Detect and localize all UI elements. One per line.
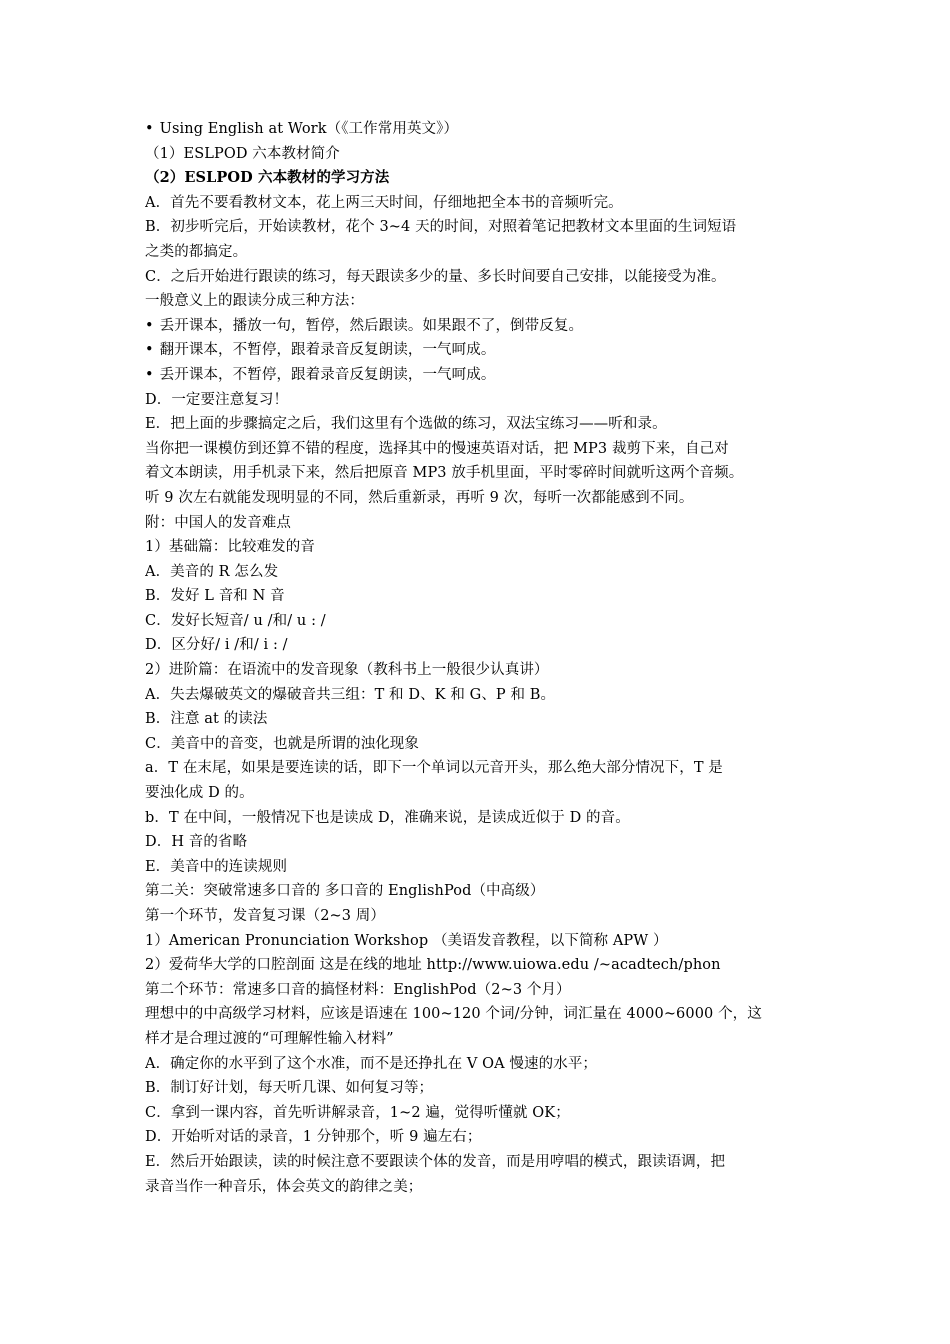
text-line	[145, 904, 810, 929]
line-text: 第一个环节，发音复习课（2~3 周）	[145, 908, 386, 924]
text-line	[145, 806, 810, 831]
text-line	[145, 658, 810, 683]
line-text: 一般意义上的跟读分成三种方法：	[145, 293, 364, 310]
text-line	[145, 437, 810, 462]
text-line	[145, 683, 810, 708]
text-line	[145, 240, 810, 265]
text-line	[145, 265, 810, 290]
bullet-line	[145, 338, 810, 363]
line-text: 之类的都搞定。	[145, 243, 248, 260]
text-line	[145, 609, 810, 634]
line-text: B．发好 L 音和 N 音	[145, 588, 285, 605]
text-line	[145, 1125, 810, 1150]
line-text: 录音当作一种音乐，体会英文的韵律之美；	[145, 1178, 423, 1195]
text-line	[145, 166, 810, 191]
text-line	[145, 855, 810, 880]
text-line	[145, 412, 810, 437]
line-text: A．首先不要看教材文本，花上两三天时间，仔细地把全本书的音频听完。	[145, 194, 623, 211]
document-body	[145, 117, 810, 1199]
text-line	[145, 388, 810, 413]
text-line	[145, 1027, 810, 1052]
line-text: B．注意 at 的读法	[145, 711, 268, 728]
text-line	[145, 707, 810, 732]
line-text: E．把上面的步骤搞定之后，我们这里有个选做的练习，双法宝练习——听和录。	[145, 416, 667, 433]
line-text: D．H 音的省略	[145, 834, 248, 851]
text-line	[145, 978, 810, 1003]
text-line	[145, 1002, 810, 1027]
line-text: b．T 在中间，一般情况下也是读成 D，准确来说，是读成近似于 D 的音。	[145, 809, 630, 826]
text-line	[145, 511, 810, 536]
text-line	[145, 215, 810, 240]
line-text: 丢开课本，播放一句，暂停，然后跟读。如果跟不了，倒带反复。	[159, 317, 584, 334]
line-text: （1）ESLPOD 六本教材简介	[145, 145, 340, 162]
line-text: D．一定要注意复习！	[145, 391, 289, 408]
line-text: 翻开课本，不暂停，跟着录音反复朗读，一气呵成。	[159, 342, 496, 359]
line-text: B．制订好计划，每天听几课、如何复习等；	[145, 1080, 434, 1097]
text-line	[145, 633, 810, 658]
text-line	[145, 1076, 810, 1101]
text-line	[145, 1150, 810, 1175]
line-text: C．拿到一课内容，首先听讲解录音，1~2 遍，觉得听懂就 OK；	[145, 1104, 570, 1121]
text-line	[145, 830, 810, 855]
line-text: A．失去爆破英文的爆破音共三组：T 和 D、K 和 G、P 和 B。	[145, 686, 556, 703]
line-text: 2）爱荷华大学的口腔剖面 这是在线的地址 http://www.uiowa.edu /~acadtech/phon	[145, 957, 721, 974]
line-text: 着文本朗读，用手机录下来，然后把原音 MP3 放手机里面，平时零碎时间就听这两个音频。	[145, 465, 744, 482]
text-line	[145, 1052, 810, 1077]
text-line	[145, 781, 810, 806]
line-text: E．美音中的连读规则	[145, 858, 288, 875]
text-line	[145, 142, 810, 167]
line-text: 2）进阶篇：在语流中的发音现象（教科书上一般很少认真讲）	[145, 662, 549, 679]
text-line	[145, 1175, 810, 1200]
line-text: 1）American Pronunciation Workshop （美语发音教程，以下简称 APW ）	[145, 932, 668, 949]
bullet-icon: •	[145, 342, 154, 359]
line-text: E．然后开始跟读，读的时候注意不要跟读个体的发音，而是用哼唱的模式，跟读语调，把	[145, 1153, 726, 1170]
line-text: Using English at Work（《工作常用英文》）	[159, 121, 459, 137]
line-text: C．美音中的音变，也就是所谓的浊化现象	[145, 735, 419, 752]
text-line	[145, 535, 810, 560]
line-text: D．区分好/ i /和/ i : /	[145, 637, 288, 654]
text-line	[145, 486, 810, 511]
line-text: A．确定你的水平到了这个水准，而不是还挣扎在 V OA 慢速的水平；	[145, 1055, 598, 1072]
text-line	[145, 289, 810, 314]
text-line	[145, 191, 810, 216]
line-text: 1）基础篇：比较难发的音	[145, 539, 315, 556]
bullet-line	[145, 117, 810, 142]
line-text: C．发好长短音/ u /和/ u : /	[145, 612, 326, 629]
line-text: 听 9 次左右就能发现明显的不同，然后重新录，再听 9 次，每听一次都能感到不同。	[145, 489, 694, 506]
bullet-icon: •	[145, 366, 154, 383]
text-line	[145, 756, 810, 781]
text-line	[145, 584, 810, 609]
line-text: 丢开课本，不暂停，跟着录音反复朗读，一气呵成。	[159, 366, 496, 383]
line-text: a．T 在末尾，如果是要连读的话，即下一个单词以元音开头，那么绝大部分情况下，T 是	[145, 760, 723, 777]
bullet-line	[145, 314, 810, 339]
line-text: A．美音的 R 怎么发	[145, 563, 279, 580]
text-line	[145, 732, 810, 757]
text-line	[145, 461, 810, 486]
text-line	[145, 879, 810, 904]
text-line	[145, 1101, 810, 1126]
bullet-line	[145, 363, 810, 388]
text-line	[145, 929, 810, 954]
line-text: 第二关：突破常速多口音的 多口音的 EnglishPod（中高级）	[145, 883, 545, 900]
text-line	[145, 953, 810, 978]
line-text: D．开始听对话的录音，1 分钟那个，听 9 遍左右；	[145, 1129, 482, 1146]
bullet-icon: •	[145, 121, 154, 137]
bullet-icon: •	[145, 317, 154, 334]
line-text: 要浊化成 D 的。	[145, 785, 254, 802]
line-text: 第二个环节：常速多口音的搞怪材料：EnglishPod（2~3 个月）	[145, 981, 571, 998]
line-text: 当你把一课模仿到还算不错的程度，选择其中的慢速英语对话，把 MP3 裁剪下来，自己对	[145, 440, 729, 457]
line-text: B．初步听完后，开始读教材，花个 3~4 天的时间，对照着笔记把教材文本里面的生词短语	[145, 219, 737, 236]
text-line	[145, 560, 810, 585]
line-text: 附：中国人的发音难点	[145, 514, 291, 531]
line-text: 样才是合理过渡的“可理解性输入材料”	[145, 1030, 394, 1047]
line-text: 理想中的中高级学习材料，应该是语速在 100~120 个词/分钟，词汇量在 4000~6000 个，这	[145, 1006, 762, 1023]
line-text: （2）ESLPOD 六本教材的学习方法	[145, 169, 390, 187]
line-text: C．之后开始进行跟读的练习，每天跟读多少的量、多长时间要自己安排，以能接受为准。	[145, 268, 726, 285]
